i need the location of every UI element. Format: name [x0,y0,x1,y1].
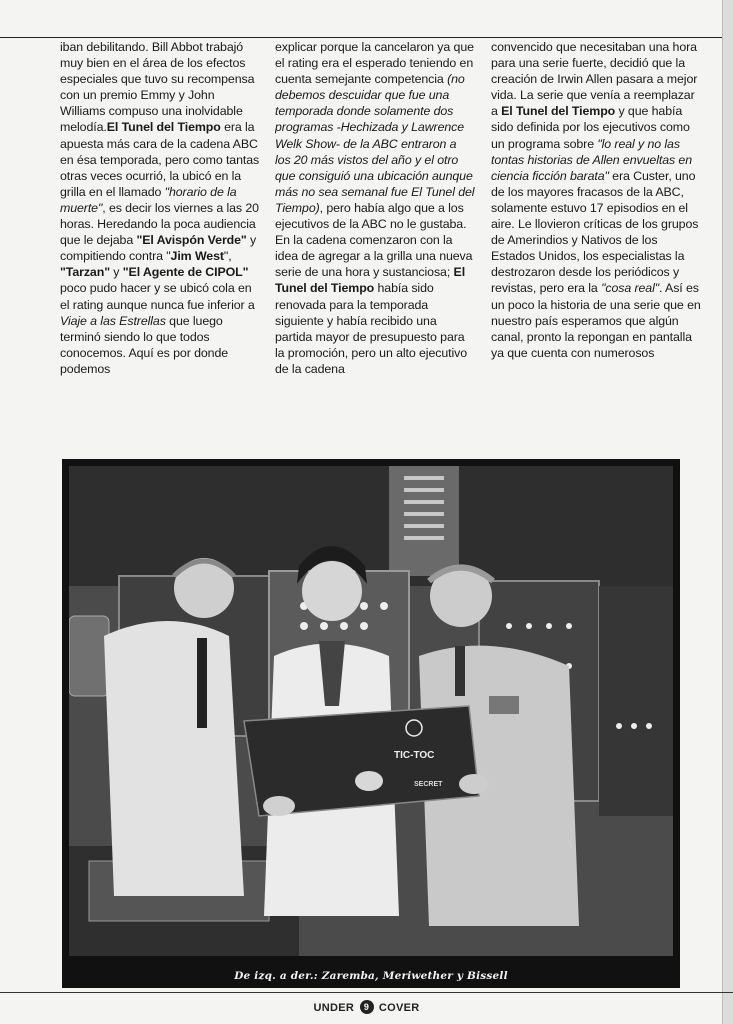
col1-segment-2: era la apuesta más cara de la cadena ABC en ésa temporada, pero como tantas otras veces ocurrió, la ubicó en la grilla en el llamado [60,120,260,199]
col1-segment-9: "Tarzan" [60,265,110,280]
col1-segment-14: que luego terminó siendo lo que todos conocemos. Aquí es por donde podemos [60,313,229,376]
col1-segment-6: y compitiendo contra " [60,233,257,264]
col1-segment-12: poco pudo hacer y se ubicó cola en el rating aunque nunca fue inferior a [60,281,255,312]
col1-segment-13: Viaje a las Estrellas [60,313,166,328]
col1-segment-0: iban debilitando. Bill Abbot trabajó muy bien en el área de los efectos especiales que tuvo su recompensa con un premio Emmy y John Williams compuso una inolvidable melodía. [60,40,255,135]
col3-segment-0: convencido que necesitaban una hora para una serie fuerte, decidió que la creación de Irwin Allen pasara a mejor vida. La serie que venía a reemplazar a [491,40,698,119]
page-edge [722,0,733,1024]
article-column-3 [491,39,703,447]
footer-right: COVER [378,1002,420,1014]
column-2-text [275,39,475,377]
col1-segment-11: "El Agente de CIPOL" [122,265,249,280]
col3-segment-5: "cosa real" [601,281,660,296]
col2-segment-3: El Tunel del Tiempo [275,265,466,296]
col1-segment-3: "horario de la muerte" [60,184,237,215]
column-1-text [60,39,260,377]
col3-segment-6: . Así es un poco la historia de una serie que en nuestro país esperamos que algún canal, pronto la repongan en pantalla ya que cuenta con numerosos [491,281,701,360]
col1-segment-5: "El Avispón Verde" [136,233,247,248]
col2-segment-2: , pero había algo que a los ejecutivos de la ABC no le gustaba. En la cadena comenzaron con la idea de agregar a la grilla una nueva serie de una hora y sustanciosa; [275,200,473,280]
page-footer [0,1000,733,1014]
top-rule [0,37,733,38]
col3-segment-2: y que había sido definida por los ejecutivos como un programa sobre [491,104,690,151]
col2-segment-0: explicar porque la cancelaron ya que el rating era el esperado teniendo en cuenta semejante competencia [275,40,474,87]
bottom-rule [0,992,733,993]
col2-segment-4: había sido renovada para la temporada siguiente y había recibido una partida mayor de presupuesto para la promoción, pero un alto ejecutivo de la cadena [275,281,468,376]
col2-segment-1: (no debemos descuidar que fue una temporada donde solamente dos programas -Hechizada y Lawrence Welk Show- de la ABC entraron a los 20 más vistos del año y el otro que consiguió una ubicación aunque más no sea semanal fue El Tunel del Tiempo) [275,72,475,215]
cast-photo-illustration [69,466,673,956]
folder-label: TIC-TOC [394,750,435,761]
col3-segment-1: El Tunel del Tiempo [501,104,616,119]
article-column-1 [60,39,260,447]
col1-segment-10: y [109,265,123,280]
photo-frame [62,459,680,988]
footer-left: UNDER [313,1002,355,1014]
article-column-2 [275,39,475,447]
folder-stamp: SECRET [414,781,443,788]
col3-segment-4: era Custer, uno de los mayores fracasos de la ABC, solamente estuvo 17 episodios en el aire. Le llovieron críticas de los grupos de Amerindios y Nativos de los Estados Unidos, los especialistas la destrozaron desde los periódicos y revistas, pero era la [491,168,699,296]
col1-segment-4: , es decir los viernes a las 20 horas. Heredando la poca audiencia que le dejaba [60,200,259,248]
col3-segment-3: "lo real y no las tontas historias de Allen envueltas en ciencia ficción barata" [491,136,693,183]
page-number: 9 [360,1000,374,1014]
column-3-text [491,39,703,361]
col1-segment-7: Jim West [170,249,224,264]
col1-segment-8: ", [223,249,232,264]
cast-photo [69,466,673,956]
col1-segment-1: El Tunel del Tiempo [106,120,221,135]
photo-caption: De izq. a der.: Zaremba, Meriwether y Bissell [234,970,508,982]
